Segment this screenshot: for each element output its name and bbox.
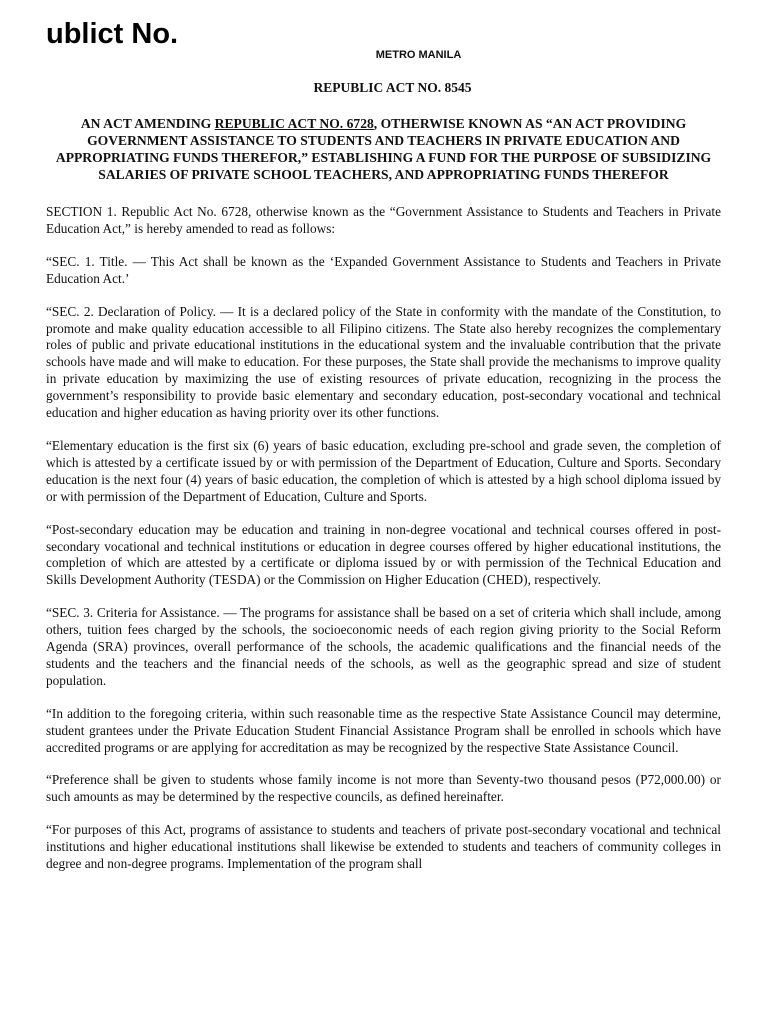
elementary-education-paragraph: “Elementary education is the first six (6) years of basic education, excluding pre-school and grade seven, the completion of which is attested by a certificate issued by or with permission of the Department of Education, Culture and Sports. Secondary education is the next four (4) years of basic education, the completion of which is attested by a high school diploma issued by or with permission of the Department of Education, Culture and Sports. bbox=[46, 437, 721, 504]
act-number-heading: REPUBLIC ACT NO. 8545 bbox=[313, 80, 472, 95]
sec-3-criteria-paragraph: “SEC. 3. Criteria for Assistance. — The programs for assistance shall be based on a set of criteria which shall include, among others, tuition fees charged by the schools, the socioeconomic needs of each region giving priority to the Social Reform Agenda (SRA) provinces, overall performance of the schools, the academic qualifications and the financial needs of the students and the teachers and the financial needs of the schools, as well as the geographic spread and size of student population. bbox=[46, 605, 721, 688]
document-body bbox=[46, 48, 721, 873]
act-title-prefix: AN ACT AMENDING bbox=[80, 116, 215, 131]
act-title-suffix: , OTHERWISE KNOWN AS “AN ACT PROVIDING GOVERNMENT ASSISTANCE TO STUDENTS AND TEACHERS IN PRIVATE EDUCATION AND APPROPRIATING FUNDS THEREFOR,” ESTABLISHING A FUND FOR THE PURPOSE OF SUBSIDIZING SALARIES OF PRIVATE SCHOOL TEACHERS, AND APPROPRIATING FUNDS THEREFOR bbox=[55, 116, 712, 182]
additional-criteria-paragraph: “In addition to the foregoing criteria, within such reasonable time as the respective State Assistance Council may determine, student grantees under the Private Education Student Financial Assistance Program shall be enrolled in schools which have accredited programs or are applying for accreditation as may be recognized by the respective State Assistance Council. bbox=[46, 705, 721, 755]
section-1-paragraph: SECTION 1. Republic Act No. 6728, otherwise known as the “Government Assistance to Students and Teachers in Private Education Act,” is hereby amended to read as follows: bbox=[46, 204, 721, 236]
sec-1-title-paragraph: “SEC. 1. Title. — This Act shall be known as the ‘Expanded Government Assistance to Students and Teachers in Private Education Act.’ bbox=[46, 253, 721, 286]
purposes-paragraph: “For purposes of this Act, programs of assistance to students and teachers of private post-secondary vocational and technical institutions and higher educational institutions shall likewise be extended to students and teachers of community colleges in degree and non-degree programs. Implementation of the program shall bbox=[46, 822, 721, 872]
location-heading: METRO MANILA bbox=[375, 49, 462, 61]
sec-2-policy-paragraph: “SEC. 2. Declaration of Policy. — It is a declared policy of the State in conformity with the mandate of the Constitution, to promote and make quality education accessible to all Filipino citizens. The State also hereby recognizes the complementary roles of public and private educational institutions in the educational system and the invaluable contribution that the private schools have made and will make to education. For these purposes, the State shall provide the mechanisms to improve quality in private education by maximizing the use of existing resources of private education, recognizing in the process the government’s responsibility to provide basic elementary and secondary education, post-secondary vocational and technical education and higher education as having priority over its other functions. bbox=[46, 303, 721, 421]
page-header-title: ublict No. bbox=[46, 18, 179, 50]
act-title bbox=[52, 115, 715, 183]
republic-act-6728-link[interactable]: REPUBLIC ACT NO. 6728 bbox=[214, 116, 374, 131]
post-secondary-paragraph: “Post-secondary education may be education and training in non-degree vocational and technical courses offered in post-secondary vocational and technical institutions or education in degree courses offered by higher educational institutions, the completion of which are attested by a certificate or diploma issued by or with permission of the Technical Education and Skills Development Authority (TESDA) or the Commission on Higher Education (CHED), respectively. bbox=[46, 521, 721, 588]
preference-paragraph: “Preference shall be given to students whose family income is not more than Seventy-two thousand pesos (P72,000.00) or such amounts as may be determined by the respective councils, as defined hereinafter. bbox=[46, 772, 721, 805]
